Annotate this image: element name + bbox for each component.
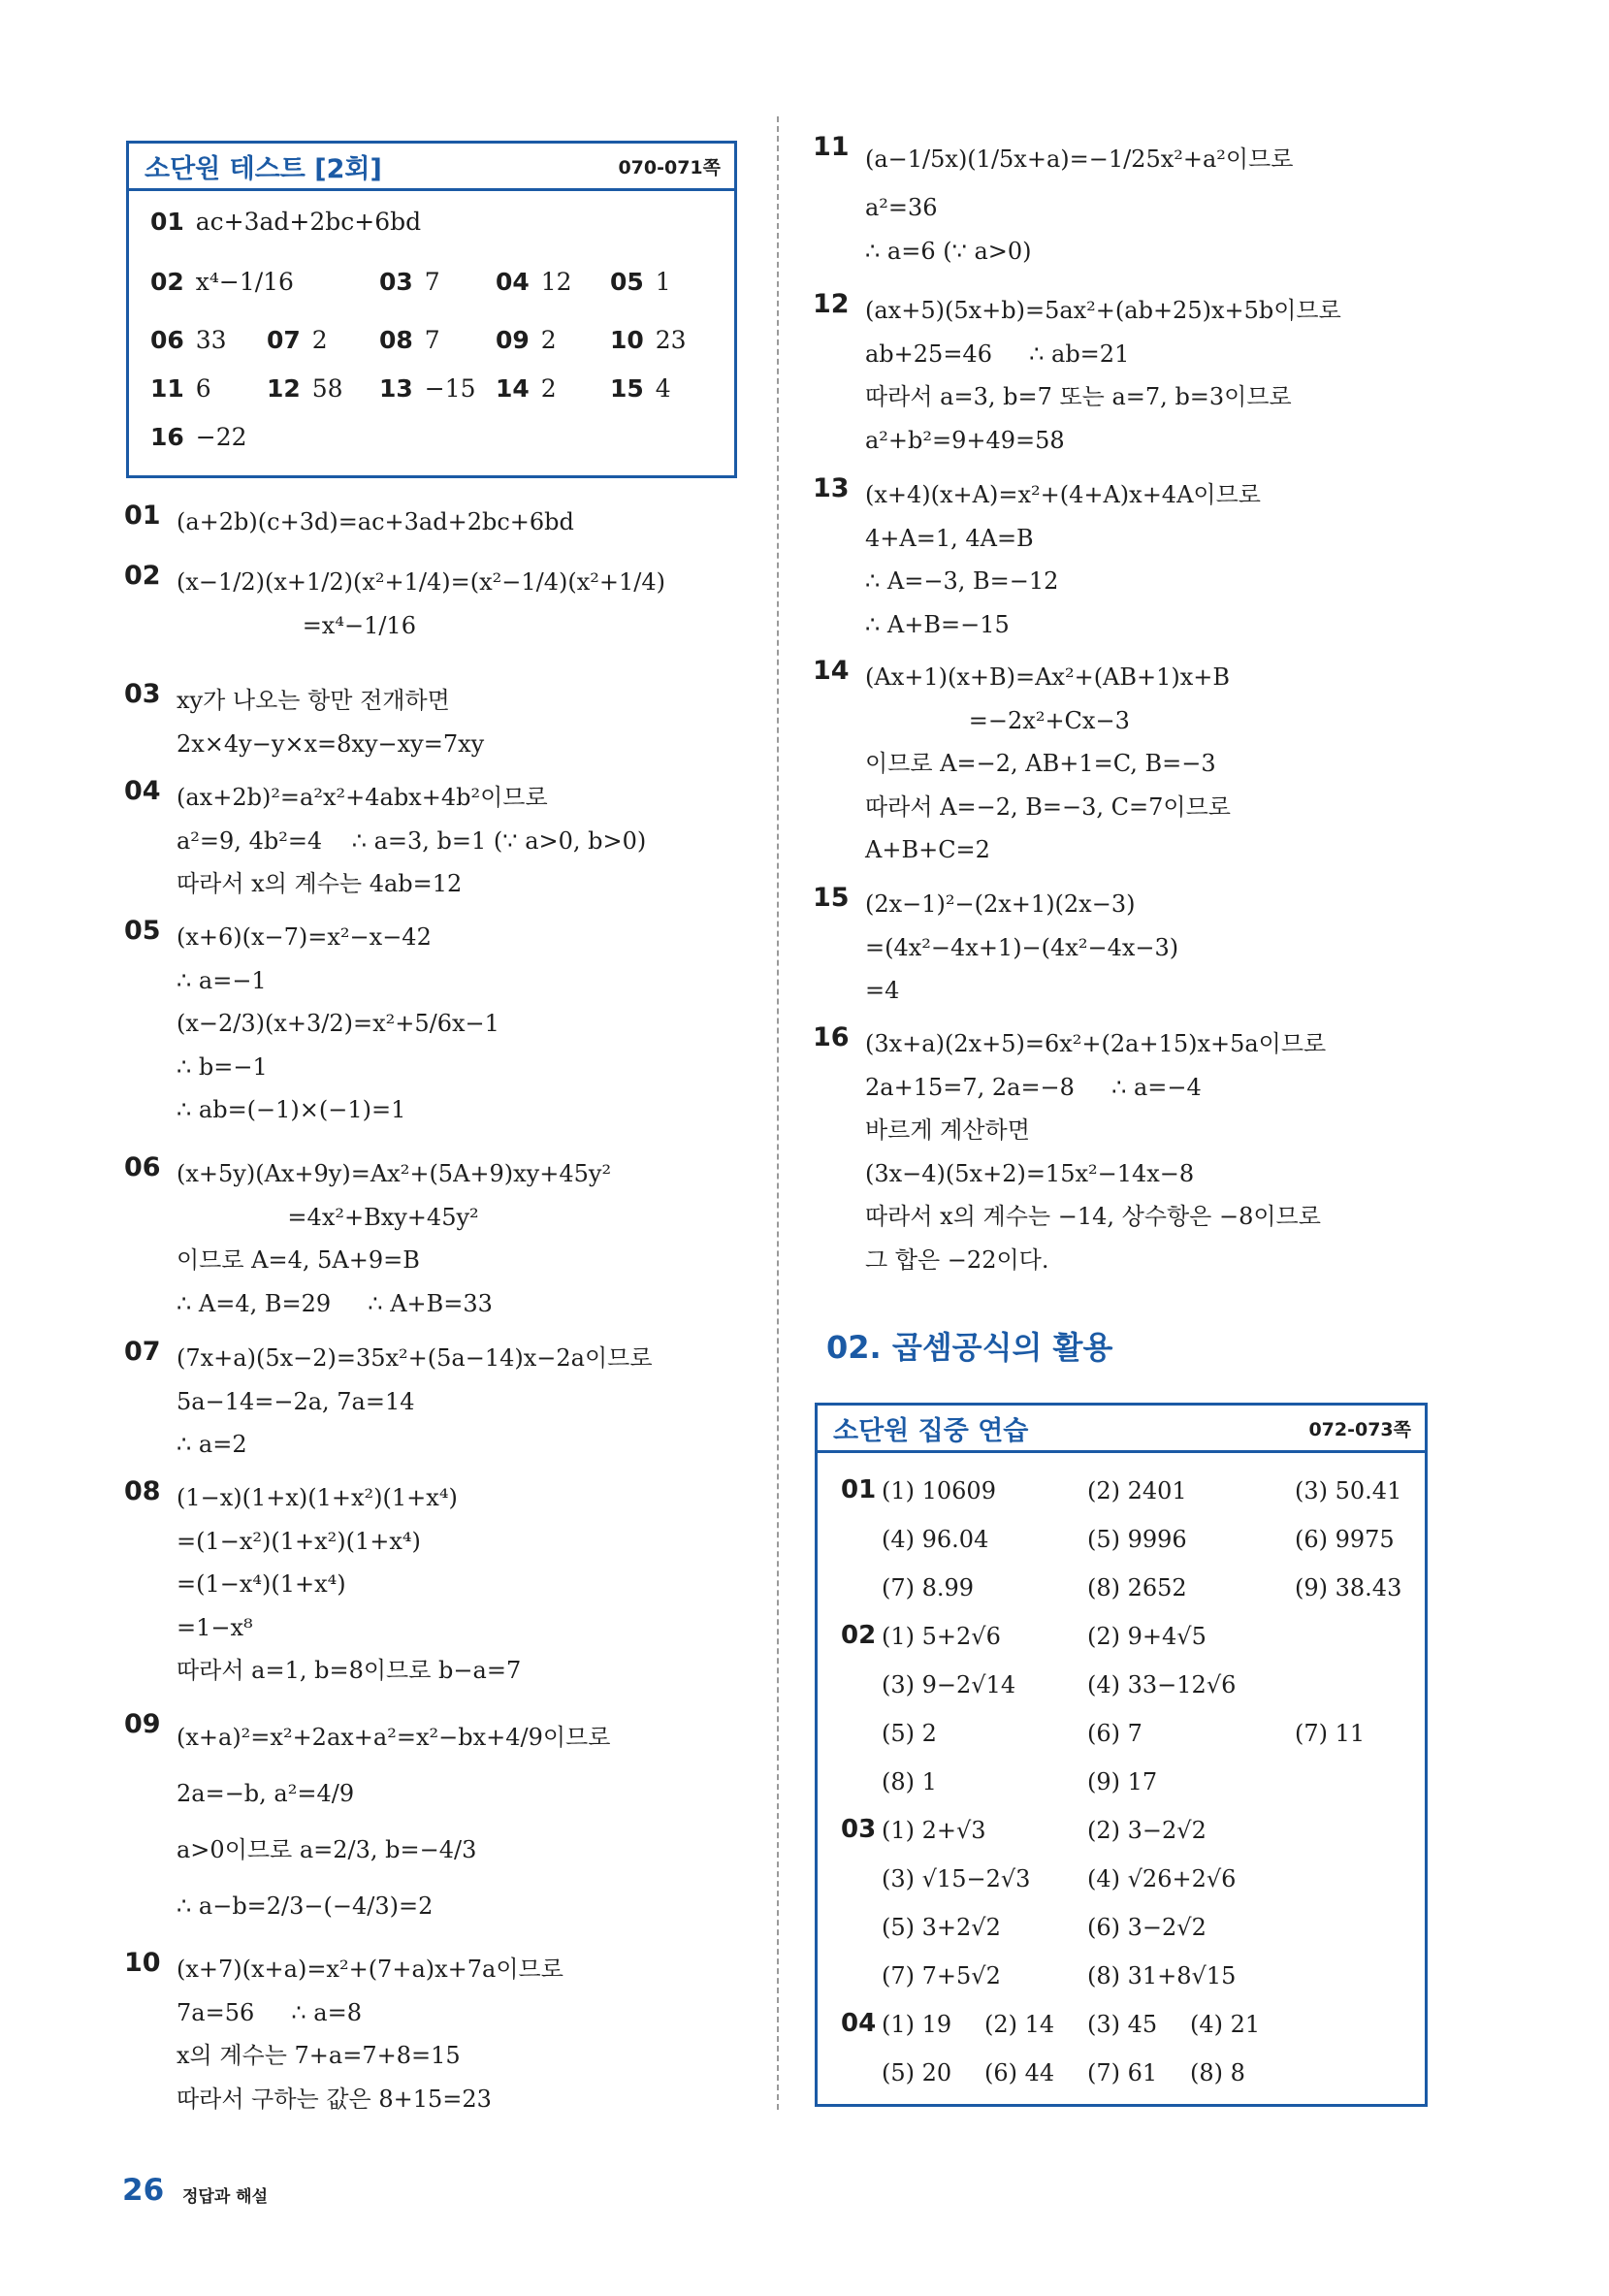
solution-03: 03 xy가 나오는 항만 전개하면 2x×4y−y×x=8xy−xy=7xy	[124, 679, 484, 765]
solution-06: 06 (x+5y)(Ax+9y)=Ax²+(5A+9)xy+45y² =4x²+Bxy+45y² 이므로 A=4, 5A+9=B ∴ A=4, B=29 ∴ A+B=33	[124, 1152, 611, 1325]
practice-item: (6) 9975	[1295, 1526, 1395, 1553]
solution-line: (x+a)²=x²+2ax+a²=x²−bx+4/9이므로	[177, 1724, 611, 1751]
solution-13: 13 (x+4)(x+A)=x²+(4+A)x+4A이므로 4+A=1, 4A=B ∴ A=−3, B=−12 ∴ A+B=−15	[813, 473, 1261, 646]
practice-item: (1) 19	[882, 2011, 952, 2038]
practice-item: (5) 9996	[1087, 1526, 1187, 1553]
practice-item: (3) 9−2√14	[882, 1671, 1016, 1698]
practice-item: (1) 5+2√6	[882, 1623, 1001, 1650]
section-title: 02. 곱셈공식의 활용	[826, 1329, 1113, 1366]
solution-line: =4	[865, 977, 900, 1004]
practice-item: (4) √26+2√6	[1087, 1865, 1237, 1892]
solution-line: =1−x⁸	[177, 1613, 253, 1641]
practice-item: (5) 20	[882, 2059, 952, 2086]
practice-item: (3) 45	[1087, 2011, 1158, 2038]
solution-line: 5a−14=−2a, 7a=14	[177, 1387, 415, 1415]
solution-line: xy가 나오는 항만 전개하면	[177, 687, 450, 714]
solution-line: 2x×4y−y×x=8xy−xy=7xy	[177, 729, 485, 758]
solution-line: 2a=−b, a²=4/9	[177, 1780, 355, 1807]
solution-15: 15 (2x−1)²−(2x+1)(2x−3) =(4x²−4x+1)−(4x²−4x−3) =4	[813, 883, 1178, 1013]
page-label: 정답과 해설	[182, 2187, 269, 2207]
answer-09: 09 2	[496, 326, 557, 354]
answer-13: 13 −15	[379, 374, 476, 403]
solution-line: (3x−4)(5x+2)=15x²−14x−8	[865, 1159, 1195, 1187]
solution-line: (7x+a)(5x−2)=35x²+(5a−14)x−2a이므로	[177, 1344, 653, 1372]
solution-16: 16 (3x+a)(2x+5)=6x²+(2a+15)x+5a이므로 2a+15=7, 2a=−8 ∴ a=−4 바르게 계산하면 (3x−4)(5x+2)=15x²−14x−8 따라서 x의 계수는 −14, 상수항은 −8이므로 그 합은 −22이다.	[813, 1022, 1326, 1281]
solution-line: a>0이므로 a=2/3, b=−4/3	[177, 1836, 477, 1863]
practice-item: (9) 38.43	[1295, 1574, 1402, 1601]
practice-02-label: 02	[841, 1621, 877, 1650]
solution-line: 따라서 a=1, b=8이므로 b−a=7	[177, 1657, 522, 1684]
practice-item: (5) 3+2√2	[882, 1914, 1001, 1941]
solution-line: (ax+5)(5x+b)=5ax²+(ab+25)x+5b이므로	[865, 297, 1341, 324]
solution-line: 따라서 x의 계수는 4ab=12	[177, 870, 463, 897]
practice-item: (3) 50.41	[1295, 1477, 1402, 1504]
solution-line: 4+A=1, 4A=B	[865, 524, 1034, 552]
solution-line: =x⁴−1/16	[177, 611, 416, 639]
solution-line: 2a+15=7, 2a=−8 ∴ a=−4	[865, 1073, 1202, 1101]
practice-item: (4) 21	[1190, 2011, 1261, 2038]
solution-line: =−2x²+Cx−3	[865, 706, 1130, 734]
answer-03: 03 7	[379, 268, 440, 296]
practice-item: (4) 96.04	[882, 1526, 989, 1553]
practice-item: (5) 2	[882, 1720, 937, 1747]
solution-07: 07 (7x+a)(5x−2)=35x²+(5a−14)x−2a이므로 5a−14=−2a, 7a=14 ∴ a=2	[124, 1337, 653, 1467]
practice-item: (8) 31+8√15	[1087, 1962, 1237, 1989]
solution-line: (a−1/5x)(1/5x+a)=−1/25x²+a²이므로	[865, 146, 1294, 173]
solution-01: 01 (a+2b)(c+3d)=ac+3ad+2bc+6bd	[124, 501, 574, 544]
solution-line: =(1−x²)(1+x²)(1+x⁴)	[177, 1527, 421, 1555]
solution-line: A+B+C=2	[865, 836, 990, 863]
solution-04: 04 (ax+2b)²=a²x²+4abx+4b²이므로 a²=9, 4b²=4 ∴ a=3, b=1 (∵ a>0, b>0) 따라서 x의 계수는 4ab=12	[124, 776, 646, 906]
solution-line: 따라서 a=3, b=7 또는 a=7, b=3이므로	[865, 383, 1292, 410]
solution-14: 14 (Ax+1)(x+B)=Ax²+(AB+1)x+B =−2x²+Cx−3 이므로 A=−2, AB+1=C, B=−3 따라서 A=−2, B=−3, C=7이므로 A+B+C=2	[813, 656, 1231, 872]
practice-04-label: 04	[841, 2009, 877, 2038]
practice-item: (8) 2652	[1087, 1574, 1187, 1601]
answer-12: 12 58	[267, 374, 343, 403]
solution-line: x의 계수는 7+a=7+8=15	[177, 2042, 461, 2069]
solution-line: ∴ A+B=−15	[865, 610, 1010, 638]
solution-line: =(1−x⁴)(1+x⁴)	[177, 1570, 346, 1598]
solution-line: ∴ ab=(−1)×(−1)=1	[177, 1096, 406, 1123]
solution-line: 이므로 A=−2, AB+1=C, B=−3	[865, 750, 1216, 777]
solution-line: 이므로 A=4, 5A+9=B	[177, 1246, 420, 1274]
answer-04: 04 12	[496, 268, 572, 296]
solution-line: (x+5y)(Ax+9y)=Ax²+(5A+9)xy+45y²	[177, 1160, 612, 1187]
practice-01-label: 01	[841, 1475, 877, 1504]
practice-item: (2) 2401	[1087, 1477, 1187, 1504]
answer-11: 11 6	[150, 374, 211, 403]
practice-item: (6) 3−2√2	[1087, 1914, 1207, 1941]
solution-08: 08 (1−x)(1+x)(1+x²)(1+x⁴) =(1−x²)(1+x²)(1+x⁴) =(1−x⁴)(1+x⁴) =1−x⁸ 따라서 a=1, b=8이므로 b−a=7	[124, 1476, 521, 1693]
practice-item: (8) 8	[1190, 2059, 1245, 2086]
solution-line: ab+25=46 ∴ ab=21	[865, 340, 1130, 368]
page-number: 26	[122, 2173, 165, 2208]
solution-line: ∴ a=−1	[177, 966, 267, 994]
solution-line: (x+4)(x+A)=x²+(4+A)x+4A이므로	[865, 481, 1261, 508]
practice-box-pages: 072-073쪽	[1308, 1418, 1411, 1440]
answer-07: 07 2	[267, 326, 328, 354]
solution-line: ∴ a=6 (∵ a>0)	[865, 237, 1032, 265]
answer-01: 01 ac+3ad+2bc+6bd	[150, 208, 422, 236]
solution-12: 12 (ax+5)(5x+b)=5ax²+(ab+25)x+5b이므로 ab+25=46 ∴ ab=21 따라서 a=3, b=7 또는 a=7, b=3이므로 a²+b²=9+49=58	[813, 289, 1341, 462]
practice-item: (3) √15−2√3	[882, 1865, 1031, 1892]
practice-item: (2) 9+4√5	[1087, 1623, 1207, 1650]
practice-item: (6) 44	[984, 2059, 1055, 2086]
answer-08: 08 7	[379, 326, 440, 354]
practice-box-header	[818, 1406, 1425, 1453]
solution-line: (1−x)(1+x)(1+x²)(1+x⁴)	[177, 1484, 458, 1511]
test-answer-box	[126, 141, 737, 478]
solution-10: 10 (x+7)(x+a)=x²+(7+a)x+7a이므로 7a=56 ∴ a=8 x의 계수는 7+a=7+8=15 따라서 구하는 값은 8+15=23	[124, 1948, 563, 2120]
solution-line: =4x²+Bxy+45y²	[177, 1203, 479, 1231]
solution-line: ∴ a−b=2/3−(−4/3)=2	[177, 1892, 434, 1920]
practice-item: (1) 2+√3	[882, 1817, 986, 1844]
solution-line: ∴ A=4, B=29 ∴ A+B=33	[177, 1289, 493, 1317]
solution-line: a²+b²=9+49=58	[865, 426, 1065, 454]
practice-item: (7) 11	[1295, 1720, 1366, 1747]
solution-line: ∴ A=−3, B=−12	[865, 567, 1059, 595]
solution-02: 02 (x−1/2)(x+1/2)(x²+1/4)=(x²−1/4)(x²+1/4) =x⁴−1/16	[124, 561, 665, 647]
solution-line: ∴ a=2	[177, 1431, 247, 1458]
solution-line: (x+6)(x−7)=x²−x−42	[177, 923, 432, 951]
practice-answer-box	[815, 1403, 1428, 2107]
solution-09: 09 (x+a)²=x²+2ax+a²=x²−bx+4/9이므로 2a=−b, a²=4/9 a>0이므로 a=2/3, b=−4/3 ∴ a−b=2/3−(−4/3)=2	[124, 1709, 610, 1934]
solution-line: 그 합은 −22이다.	[865, 1245, 1049, 1274]
practice-item: (7) 7+5√2	[882, 1962, 1001, 1989]
solution-line: 따라서 구하는 값은 8+15=23	[177, 2085, 492, 2113]
column-divider	[777, 116, 779, 2110]
practice-item: (7) 61	[1087, 2059, 1158, 2086]
test-box-pages: 070-071쪽	[618, 156, 721, 178]
solution-line: =(4x²−4x+1)−(4x²−4x−3)	[865, 933, 1179, 961]
practice-03-label: 03	[841, 1815, 877, 1844]
solution-line: 바르게 계산하면	[865, 1116, 1030, 1144]
practice-item: (2) 3−2√2	[1087, 1817, 1207, 1844]
practice-item: (1) 10609	[882, 1477, 996, 1504]
practice-item: (7) 8.99	[882, 1574, 975, 1601]
practice-item: (9) 17	[1087, 1768, 1158, 1795]
practice-box-title: 소단원 집중 연습	[833, 1415, 1029, 1446]
solution-line: (x−2/3)(x+3/2)=x²+5/6x−1	[177, 1010, 499, 1037]
practice-item: (2) 14	[984, 2011, 1055, 2038]
answer-10: 10 23	[610, 326, 687, 354]
answer-15: 15 4	[610, 374, 671, 403]
solution-line: (3x+a)(2x+5)=6x²+(2a+15)x+5a이므로	[865, 1030, 1327, 1057]
solution-line: ∴ b=−1	[177, 1052, 268, 1081]
answer-05: 05 1	[610, 268, 671, 296]
solution-05: 05 (x+6)(x−7)=x²−x−42 ∴ a=−1 (x−2/3)(x+3/2)=x²+5/6x−1 ∴ b=−1 ∴ ab=(−1)×(−1)=1	[124, 916, 499, 1132]
solution-line: (2x−1)²−(2x+1)(2x−3)	[865, 890, 1136, 918]
answer-16: 16 −22	[150, 423, 247, 451]
solution-line: a²=36	[865, 194, 938, 221]
solution-line: a²=9, 4b²=4 ∴ a=3, b=1 (∵ a>0, b>0)	[177, 826, 647, 855]
practice-item: (8) 1	[882, 1768, 937, 1795]
answer-14: 14 2	[496, 374, 557, 403]
test-box-title: 소단원 테스트 [2회]	[145, 153, 382, 184]
solution-line: 따라서 x의 계수는 −14, 상수항은 −8이므로	[865, 1203, 1321, 1230]
solution-line: (x+7)(x+a)=x²+(7+a)x+7a이므로	[177, 1956, 563, 1983]
solution-line: (Ax+1)(x+B)=Ax²+(AB+1)x+B	[865, 663, 1231, 691]
solution-line: 7a=56 ∴ a=8	[177, 1998, 362, 2026]
practice-item: (4) 33−12√6	[1087, 1671, 1237, 1698]
practice-item: (6) 7	[1087, 1720, 1142, 1747]
test-box-header	[129, 144, 734, 191]
solution-line: (a+2b)(c+3d)=ac+3ad+2bc+6bd	[177, 508, 574, 535]
solution-line: (x−1/2)(x+1/2)(x²+1/4)=(x²−1/4)(x²+1/4)	[177, 568, 665, 596]
solution-line: (ax+2b)²=a²x²+4abx+4b²이므로	[177, 784, 548, 811]
answer-02: 02 x⁴−1/16	[150, 268, 294, 296]
answer-06: 06 33	[150, 326, 227, 354]
solution-line: 따라서 A=−2, B=−3, C=7이므로	[865, 792, 1231, 821]
solution-11: 11 (a−1/5x)(1/5x+a)=−1/25x²+a²이므로 a²=36 ∴ a=6 (∵ a>0)	[813, 132, 1293, 273]
